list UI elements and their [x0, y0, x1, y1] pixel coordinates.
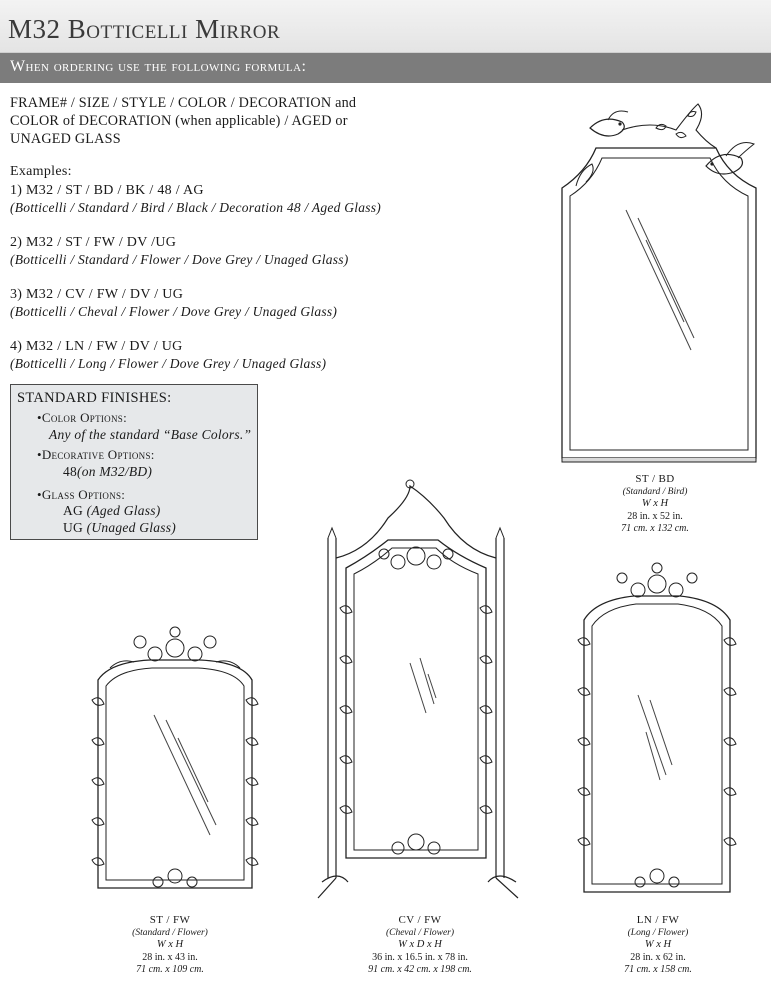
caption-st-fw [110, 914, 230, 977]
mirror-style: (Cheval / Flower) [385, 927, 455, 938]
glass-option-ug [63, 520, 176, 536]
mirror-name: LN / FW [636, 914, 680, 926]
bird-left-icon [590, 111, 628, 136]
vine-leaves-icon [92, 698, 258, 887]
caption-st-bd [595, 473, 715, 536]
mirror-inches: 36 in. x 16.5 in. x 78 in. [372, 951, 468, 963]
decorative-code: 48 [63, 464, 77, 479]
mirror-dimension-format: W x H [156, 939, 184, 950]
mirror-cm: 71 cm. x 109 cm. [136, 964, 204, 975]
decorative-options-heading: • Decorative Options: [37, 447, 155, 463]
glass-options-heading: • Glass Options: [37, 487, 125, 503]
mirror-inches: 28 in. x 62 in. [630, 951, 686, 963]
mirror-name: ST / FW [149, 914, 191, 926]
mirror-inches: 28 in. x 52 in. [627, 510, 683, 522]
color-options-value: Any of the standard “Base Colors.” [49, 427, 252, 442]
mirror-cm: 91 cm. x 42 cm. x 198 cm. [368, 964, 472, 975]
mirror-cv-fw-illustration [318, 478, 520, 916]
example-4 [10, 338, 430, 373]
example-description: (Botticelli / Standard / Bird / Black / Decoration 48 / Aged Glass) [10, 200, 381, 215]
vine-leaves-icon [578, 638, 736, 846]
example-1 [10, 182, 430, 217]
glass-desc: (Aged Glass) [86, 503, 161, 518]
example-description: (Botticelli / Long / Flower / Dove Grey / Unaged Glass) [10, 356, 327, 371]
mirror-style: (Standard / Flower) [132, 927, 208, 938]
mirror-dimension-format: W x H [644, 939, 672, 950]
mirror-cm: 71 cm. x 158 cm. [624, 964, 692, 975]
mirror-cm: 71 cm. x 132 cm. [621, 523, 689, 534]
mirror-inches: 28 in. x 43 in. [142, 951, 198, 963]
standard-finishes-box [10, 384, 258, 540]
example-description: (Botticelli / Cheval / Flower / Dove Grey / Unaged Glass) [10, 304, 338, 319]
title-bar [0, 0, 771, 53]
mirror-st-bd-illustration [556, 100, 761, 465]
mirror-style: (Standard / Bird) [622, 486, 688, 497]
page-title: M32 Botticelli Mirror [8, 14, 281, 44]
mirror-name: CV / FW [398, 914, 442, 926]
glass-code: AG [63, 503, 83, 518]
flower-crest-icon [379, 547, 453, 854]
vine-leaves-icon [340, 606, 492, 814]
examples-label: Examples: [10, 164, 72, 179]
mirror-name: ST / BD [635, 473, 675, 485]
color-options-heading: • Color Options: [37, 410, 127, 426]
decorative-options-text [63, 464, 152, 480]
decorative-note: (on M32/BD) [77, 464, 153, 479]
example-code: 2) M32 / ST / FW / DV /UG [10, 235, 177, 250]
example-code: 3) M32 / CV / FW / DV / UG [10, 287, 184, 302]
mirror-ln-fw-illustration [574, 560, 740, 905]
glass-option-ag [63, 503, 161, 519]
example-2 [10, 234, 430, 269]
finishes-title: STANDARD FINISHES: [17, 390, 172, 406]
subheading: When ordering use the following formula: [10, 58, 307, 75]
example-code: 4) M32 / LN / FW / DV / UG [10, 339, 183, 354]
glass-code: UG [63, 520, 83, 535]
mirror-dimension-format: W x D x H [398, 939, 442, 950]
mirror-dimension-format: W x H [641, 498, 669, 509]
order-formula: FRAME# / SIZE / STYLE / COLOR / DECORATION and COLOR of DECORATION (when applicable) / AGED or UNAGED GLASS [10, 95, 357, 147]
mirror-st-fw-illustration [80, 620, 270, 905]
flower-crest-icon [617, 563, 697, 887]
color-options-text [49, 427, 251, 443]
glass-desc: (Unaged Glass) [86, 520, 176, 535]
mirror-style: (Long / Flower) [627, 927, 689, 938]
caption-ln-fw [598, 914, 718, 977]
example-3 [10, 286, 430, 321]
example-code: 1) M32 / ST / BD / BK / 48 / AG [10, 183, 204, 198]
subheading-bar [0, 53, 771, 83]
caption-cv-fw [340, 914, 500, 977]
example-description: (Botticelli / Standard / Flower / Dove Grey / Unaged Glass) [10, 252, 349, 267]
